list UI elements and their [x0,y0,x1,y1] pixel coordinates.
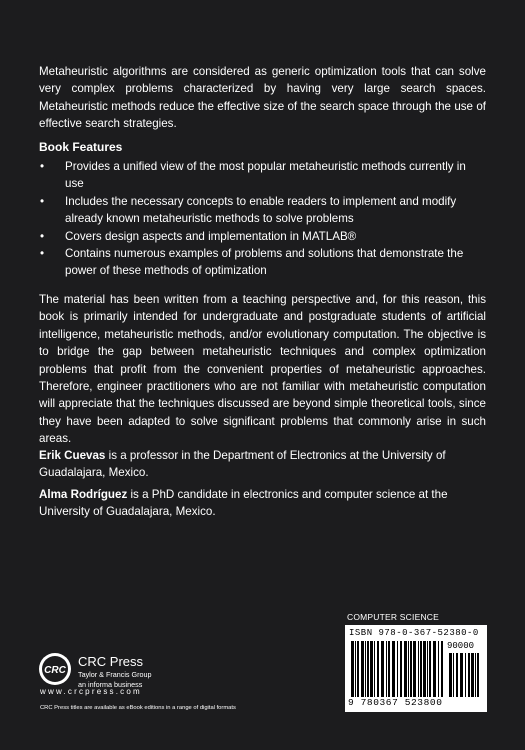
body-paragraph: The material has been written from a teaching perspective and, for this reason, this book is primarily intended for undergraduate and postgraduate students of artificial intelligence, metaheuristic methods, and/or evolutionary computation. The objective is to bridge the gap between metaheuristic techniques and complex optimization problems that profit from the convenient properties of metaheuristic approaches. Therefore, engineer practitioners who are not familiar with metaheuristic computation will appreciate that the techniques discussed are beyond simple theoretical tools, since they have been adapted to solve significant problems that commonly arise in such areas. [39,293,486,446]
feature-text: Includes the necessary concepts to enable readers to implement and modify already known metaheuristic methods to solve problems [65,194,457,226]
bullet-icon: • [40,194,45,208]
feature-item [39,228,486,245]
author-name-1: Erik Cuevas [39,449,106,462]
feature-text: Provides a unified view of the most popular metaheuristic methods currently in use [65,160,466,191]
isbn-text: ISBN 978-0-367-52380-0 [349,628,479,638]
author-bio-text-1: is a professor in the Department of Electronics at the University of Guadalajara, Mexico. [39,449,446,480]
feature-item [39,158,486,193]
author-bio-2 [39,486,486,521]
feature-text: Contains numerous examples of problems and solutions that demonstrate the power of these methods of optimization [65,247,464,278]
barcode-box [345,625,487,712]
feature-item [39,193,486,228]
author-bio-text-2: is a PhD candidate in electronics and computer science at the University of Guadalajara, Mexico. [39,488,448,519]
barcode-icon [351,641,443,697]
bullet-icon: • [40,247,45,261]
author-bio-1 [39,447,486,482]
feature-text: Covers design aspects and implementation in MATLAB® [65,229,357,243]
ean-text: 9 780367 523800 [348,697,443,708]
price-code: 90000 [447,641,475,651]
publisher-group: Taylor & Francis Group [78,670,152,679]
features-heading: Book Features [39,140,123,154]
bullet-icon: • [40,229,45,243]
publisher-tagline: an informa business [78,680,143,689]
ebook-note: CRC Press titles are available as eBook editions in a range of digital formats [40,705,236,711]
price-barcode-icon [449,653,481,697]
category-label: COMPUTER SCIENCE [347,612,439,622]
feature-item [39,245,486,280]
author-name-2: Alma Rodríguez [39,488,128,501]
intro-paragraph: Metaheuristic algorithms are considered as generic optimization tools that can solve very complex problems characterized by having very large search spaces. Metaheuristic methods reduce the effective size of the search space through the use of effective search strategies. [39,65,486,131]
features-list [39,158,486,280]
bullet-icon: • [40,160,45,173]
publisher-website[interactable]: www.crcpress.com [40,687,142,696]
publisher-name: CRC Press [78,654,144,669]
crc-logo-icon [38,652,72,686]
svg-text:CRC: CRC [44,665,66,676]
